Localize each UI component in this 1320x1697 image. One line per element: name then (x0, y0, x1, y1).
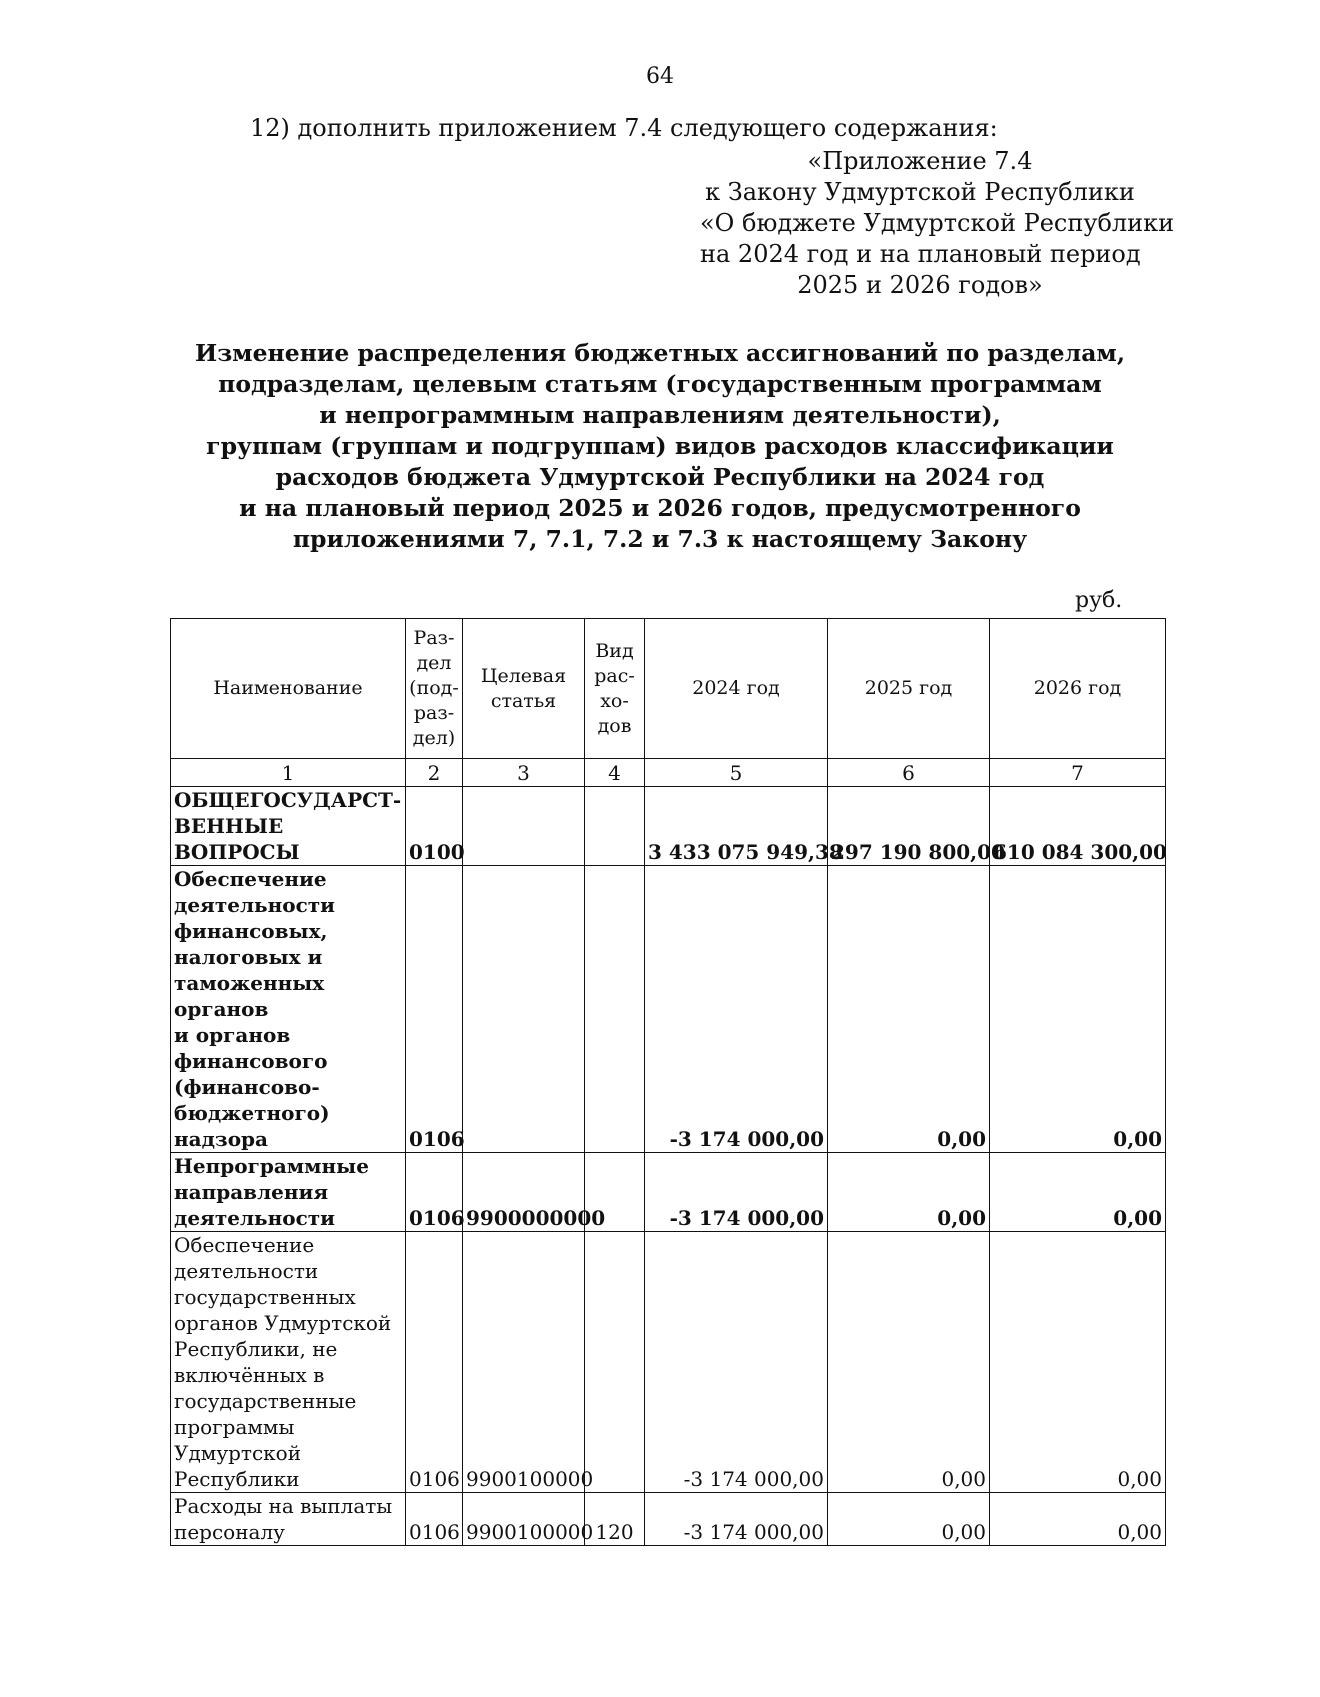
row-kind (585, 866, 645, 1153)
column-number: 2 (406, 759, 463, 787)
column-number: 4 (585, 759, 645, 787)
column-number: 3 (463, 759, 585, 787)
currency-unit: руб. (1075, 588, 1123, 613)
title-line: расходов бюджета Удмуртской Республики на 2024 год (275, 463, 1045, 491)
row-target (463, 866, 585, 1153)
row-name: Обеспечение деятельности государственных органов Удмуртской Республики, не включённых в государственные программы Удмуртской Республики (171, 1232, 406, 1493)
header-target: Целевая статья (463, 619, 585, 759)
row-2026: 0,00 (990, 1232, 1166, 1493)
row-2026: 0,00 (990, 866, 1166, 1153)
row-section: 0106 (406, 1153, 463, 1232)
row-name: Обеспечение деятельности финансовых, налоговых и таможенных органов и органов финансового (финансово- бюджетного) надзора (171, 866, 406, 1153)
row-2024: -3 174 000,00 (645, 1493, 828, 1546)
row-2025: 0,00 (828, 1232, 990, 1493)
header-section: Раз- дел (под- раз- дел) (406, 619, 463, 759)
appendix-ref-line: на 2024 год и на плановый период (700, 240, 1141, 268)
column-number: 5 (645, 759, 828, 787)
row-2025: 0,00 (828, 1493, 990, 1546)
intro-text: 12) дополнить приложением 7.4 следующего содержания: (250, 114, 998, 142)
row-2024: 3 433 075 949,38 (645, 787, 828, 866)
header-name: Наименование (171, 619, 406, 759)
header-2026: 2026 год (990, 619, 1166, 759)
row-2025: 0,00 (828, 1153, 990, 1232)
header-kind: Вид рас- хо- дов (585, 619, 645, 759)
header-2024: 2024 год (645, 619, 828, 759)
title-line: Изменение распределения бюджетных ассигнований по разделам, (194, 339, 1126, 367)
row-name: Непрограммные направления деятельности (171, 1153, 406, 1232)
budget-table (170, 618, 1166, 1546)
row-2025: 0,00 (828, 866, 990, 1153)
appendix-reference (700, 146, 1175, 301)
header-2025: 2025 год (828, 619, 990, 759)
row-kind (585, 1232, 645, 1493)
appendix-ref-line: «Приложение 7.4 (807, 147, 1033, 175)
document-title (160, 338, 1160, 555)
row-target: 9900000000 (463, 1153, 585, 1232)
row-name: Расходы на выплаты персоналу (171, 1493, 406, 1546)
table-row (171, 787, 1166, 866)
row-2024: -3 174 000,00 (645, 1232, 828, 1493)
title-line: и на плановый период 2025 и 2026 годов, предусмотренного (239, 494, 1081, 522)
header-row (171, 619, 1166, 759)
title-line: подразделам, целевым статьям (государственным программам (218, 370, 1102, 398)
column-number: 6 (828, 759, 990, 787)
table-row (171, 1153, 1166, 1232)
title-line: приложениями 7, 7.1, 7.2 и 7.3 к настоящему Закону (292, 525, 1028, 553)
row-section: 0100 (406, 787, 463, 866)
row-target: 9900100000 (463, 1232, 585, 1493)
row-target: 9900100000 (463, 1493, 585, 1546)
row-target (463, 787, 585, 866)
row-2024: -3 174 000,00 (645, 1153, 828, 1232)
row-2025: 297 190 800,00 (828, 787, 990, 866)
title-line: группам (группам и подгруппам) видов расходов классификации (206, 432, 1114, 460)
column-number: 1 (171, 759, 406, 787)
column-number-row (171, 759, 1166, 787)
table-row (171, 866, 1166, 1153)
title-line: и непрограммным направлениям деятельности), (319, 401, 1001, 429)
column-number: 7 (990, 759, 1166, 787)
row-2026: 0,00 (990, 1153, 1166, 1232)
page-number: 64 (646, 64, 674, 89)
appendix-ref-line: «О бюджете Удмуртской Республики (700, 209, 1175, 237)
appendix-ref-line: 2025 и 2026 годов» (797, 271, 1043, 299)
row-section: 0106 (406, 866, 463, 1153)
row-section: 0106 (406, 1232, 463, 1493)
row-section: 0106 (406, 1493, 463, 1546)
row-kind (585, 787, 645, 866)
table-row (171, 1232, 1166, 1493)
table-row (171, 1493, 1166, 1546)
row-2024: -3 174 000,00 (645, 866, 828, 1153)
row-kind: 120 (585, 1493, 645, 1546)
appendix-ref-line: к Закону Удмуртской Республики (705, 178, 1135, 206)
row-2026: 610 084 300,00 (990, 787, 1166, 866)
row-name: ОБЩЕГОСУДАРСТ- ВЕННЫЕ ВОПРОСЫ (171, 787, 406, 866)
row-2026: 0,00 (990, 1493, 1166, 1546)
